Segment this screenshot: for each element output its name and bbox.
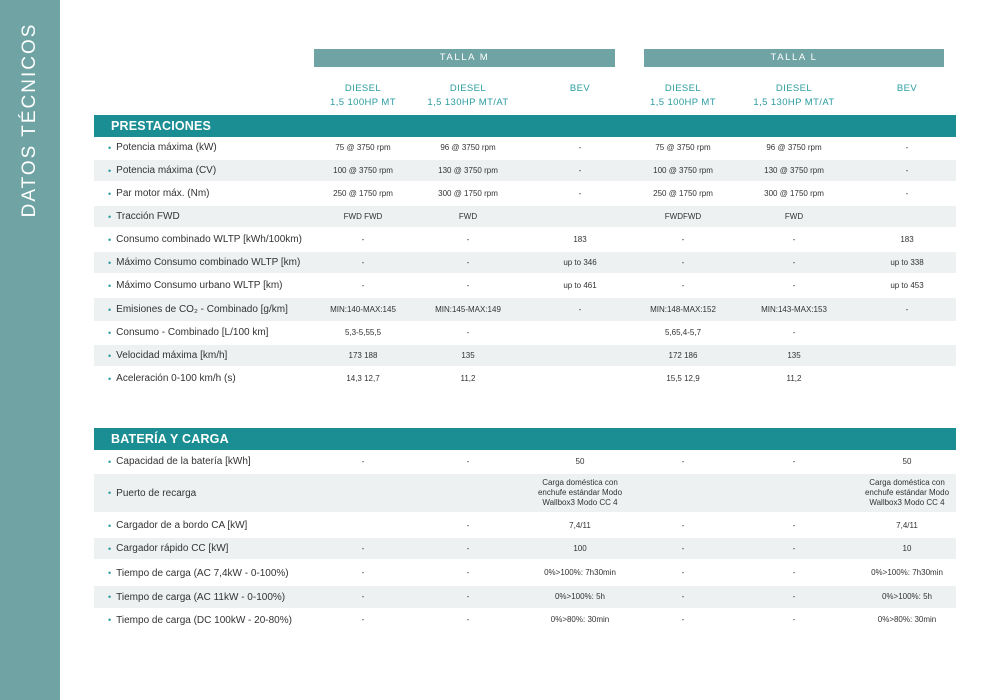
row-label-text: Puerto de recarga (116, 487, 197, 499)
table-cell: - (792, 592, 796, 601)
table-cell: 75 @ 3750 rpm (655, 142, 711, 152)
table-cell: - (361, 280, 365, 290)
table-row (94, 515, 956, 536)
table-cell: 100 (573, 543, 587, 553)
row-label (108, 586, 285, 608)
column-header (303, 82, 423, 110)
row-label (108, 474, 196, 512)
table-cell: - (792, 280, 796, 290)
table-cell: 173 188 (348, 350, 378, 360)
table-cell: - (792, 456, 796, 466)
row-label (108, 451, 251, 472)
table-cell: 10 (902, 543, 912, 553)
row-label (108, 275, 283, 296)
table-cell (857, 345, 957, 366)
table-cell: - (466, 543, 470, 553)
column-header (734, 82, 854, 110)
column-header-type: BEV (569, 83, 591, 94)
row-label-text: Cargador de a bordo CA [kW] (116, 520, 248, 531)
row-label (108, 322, 268, 343)
section-prestaciones: PRESTACIONES (94, 115, 956, 137)
table-cell: 300 @ 1750 rpm (438, 188, 498, 198)
table-cell: up to 338 (890, 257, 924, 267)
table-cell: - (681, 568, 685, 577)
table-cell (633, 474, 733, 512)
table-cell: 75 @ 3750 rpm (335, 142, 391, 152)
table-cell: - (681, 280, 685, 290)
row-label-text: Tiempo de carga (DC 100kW - 20-80%) (116, 614, 292, 626)
table-cell: up to 461 (563, 280, 597, 290)
table-row (94, 137, 956, 158)
row-label (108, 562, 289, 584)
table-cell: 11,2 (786, 373, 802, 383)
table-cell: 130 @ 3750 rpm (438, 165, 498, 175)
column-header-engine: 1,5 130HP MT/AT (753, 97, 835, 108)
table-cell: - (466, 257, 470, 267)
column-header (623, 82, 743, 110)
column-header-engine: 1,5 130HP MT/AT (427, 97, 509, 108)
table-cell: 5,3-5,55,5 (344, 327, 382, 337)
column-header (520, 82, 640, 96)
row-label (108, 160, 216, 181)
bullet-icon: • (108, 373, 112, 384)
bullet-icon: • (108, 568, 112, 578)
table-row (94, 206, 956, 227)
row-label-text: Emisiones de CO₂ - Combinado [g/km] (116, 304, 288, 315)
table-cell: - (681, 234, 685, 244)
table-cell: - (792, 234, 796, 244)
table-cell: - (792, 257, 796, 267)
table-cell: 250 @ 1750 rpm (653, 188, 713, 198)
row-label-text: Máximo Consumo urbano WLTP [km) (116, 280, 283, 291)
bullet-icon: • (108, 165, 112, 176)
table-row (94, 275, 956, 296)
column-header-engine: 1,5 100HP MT (650, 97, 716, 108)
table-cell: FWDFWD (664, 211, 702, 221)
column-header-engine: 1,5 100HP MT (330, 97, 396, 108)
group-header-talla-m: TALLA M (314, 49, 615, 67)
table-cell: - (905, 165, 909, 175)
table-cell: - (578, 188, 582, 198)
table-cell: - (681, 592, 685, 601)
table-cell (530, 368, 630, 389)
row-label (108, 345, 227, 366)
table-cell: - (466, 327, 470, 337)
sidebar-title: DATOS TÉCNICOS (19, 22, 40, 218)
table-cell: 14,3 12,7 (346, 373, 380, 383)
table-cell: 7,4/11 (896, 520, 918, 530)
bullet-icon: • (108, 257, 112, 268)
table-cell: 15,5 12,9 (666, 373, 700, 383)
row-label-text: Tiempo de carga (AC 11kW - 0-100%) (116, 591, 286, 603)
table-cell: 100 @ 3750 rpm (653, 165, 713, 175)
row-label (108, 298, 288, 321)
table-cell: - (681, 257, 685, 267)
table-cell: Carga doméstica con enchufe estándar Modo Wallbox3 Modo CC 4 (864, 478, 950, 507)
table-row (94, 474, 956, 512)
bullet-icon: • (108, 327, 112, 338)
table-cell: MIN:145-MAX:149 (435, 304, 501, 314)
table-cell: - (361, 568, 365, 577)
row-label (108, 229, 302, 250)
table-cell: 5,65,4-5,7 (664, 327, 702, 337)
bullet-icon: • (108, 142, 112, 153)
group-header-talla-l: TALLA L (644, 49, 944, 67)
table-cell: up to 346 (563, 257, 597, 267)
table-cell: - (578, 165, 582, 175)
row-label-text: Potencia máxima (CV) (116, 165, 217, 176)
table-cell: - (681, 615, 685, 624)
bullet-icon: • (108, 488, 112, 498)
table-cell: 172 186 (668, 350, 698, 360)
row-label-text: Potencia máxima (kW) (116, 142, 217, 153)
table-cell: - (466, 615, 470, 624)
table-cell (418, 474, 518, 512)
table-row (94, 586, 956, 608)
table-cell: - (361, 234, 365, 244)
table-cell (857, 206, 957, 227)
table-cell: - (792, 327, 796, 337)
row-label (108, 252, 300, 273)
table-cell: 0%>100%: 7h30min (544, 568, 616, 577)
table-cell: - (681, 543, 685, 553)
table-cell: up to 453 (890, 280, 924, 290)
table-cell: 0%>100%: 5h (881, 592, 933, 601)
table-cell: - (361, 543, 365, 553)
bullet-icon: • (108, 520, 112, 531)
table-cell: - (681, 456, 685, 466)
table-row (94, 183, 956, 204)
table-cell: 130 @ 3750 rpm (764, 165, 824, 175)
table-cell: - (361, 257, 365, 267)
table-cell: MIN:140-MAX:145 (330, 304, 396, 314)
bullet-icon: • (108, 280, 112, 291)
table-cell: 11,2 (460, 373, 476, 383)
table-cell: - (905, 188, 909, 198)
table-cell: - (466, 592, 470, 601)
row-label-text: Velocidad máxima [km/h] (116, 350, 228, 361)
table-cell: - (466, 520, 470, 530)
table-cell: - (466, 456, 470, 466)
table-cell: - (681, 520, 685, 530)
row-label-text: Capacidad de la batería [kWh] (116, 456, 251, 467)
table-cell (530, 345, 630, 366)
table-cell: 0%>80%: 30min (877, 615, 937, 624)
row-label-text: Par motor máx. (Nm) (116, 188, 210, 199)
row-label (108, 206, 180, 227)
table-row (94, 252, 956, 273)
table-cell: 7,4/11 (569, 520, 591, 530)
table-row (94, 451, 956, 472)
table-cell: - (361, 456, 365, 466)
table-cell: - (361, 615, 365, 624)
column-header-type: DIESEL (664, 83, 702, 94)
table-cell: - (361, 592, 365, 601)
row-label-text: Máximo Consumo combinado WLTP [km) (116, 257, 301, 268)
column-header-type: DIESEL (344, 83, 382, 94)
table-row (94, 322, 956, 343)
sidebar (0, 0, 60, 700)
row-label-text: Tracción FWD (116, 211, 180, 222)
bullet-icon: • (108, 543, 112, 554)
row-label (108, 368, 236, 389)
table-cell: MIN:148-MAX:152 (650, 304, 716, 314)
row-label (108, 515, 247, 536)
table-cell: - (792, 543, 796, 553)
table-cell (857, 322, 957, 343)
table-cell: - (578, 142, 582, 152)
column-header-type: DIESEL (449, 83, 487, 94)
table-row (94, 298, 956, 321)
bullet-icon: • (108, 211, 112, 222)
row-label (108, 609, 292, 631)
table-cell: 96 @ 3750 rpm (440, 142, 496, 152)
row-label-text: Cargador rápido CC [kW] (116, 543, 229, 554)
table-cell: 250 @ 1750 rpm (333, 188, 393, 198)
table-cell: 0%>100%: 7h30min (871, 568, 943, 577)
table-cell (530, 206, 630, 227)
row-label (108, 538, 228, 559)
table-row (94, 609, 956, 631)
row-label-text: Tiempo de carga (AC 7,4kW - 0-100%) (116, 567, 289, 579)
table-cell: 135 (787, 350, 801, 360)
table-cell: - (792, 520, 796, 530)
bullet-icon: • (108, 188, 112, 199)
table-cell: Carga doméstica con enchufe estándar Modo Wallbox3 Modo CC 4 (537, 478, 623, 507)
table-cell: - (578, 304, 582, 314)
table-cell (744, 474, 844, 512)
table-cell: FWD FWD (343, 211, 383, 221)
column-header (408, 82, 528, 110)
table-cell (313, 515, 413, 536)
table-row (94, 368, 956, 389)
table-cell: - (905, 142, 909, 152)
table-cell: 50 (902, 456, 912, 466)
table-cell (313, 474, 413, 512)
table-cell: 183 (900, 234, 914, 244)
table-row (94, 538, 956, 559)
table-row (94, 345, 956, 366)
bullet-icon: • (108, 615, 112, 625)
table-cell (857, 368, 957, 389)
table-cell: - (466, 234, 470, 244)
table-row (94, 160, 956, 181)
row-label (108, 137, 217, 158)
table-cell: - (466, 280, 470, 290)
bullet-icon: • (108, 592, 112, 602)
bullet-icon: • (108, 350, 112, 361)
table-cell: 183 (573, 234, 587, 244)
table-cell: - (466, 568, 470, 577)
bullet-icon: • (108, 304, 112, 315)
column-header-type: DIESEL (775, 83, 813, 94)
table-cell: MIN:143-MAX:153 (761, 304, 827, 314)
section-bateria: BATERÍA Y CARGA (94, 428, 956, 450)
table-cell: 100 @ 3750 rpm (333, 165, 393, 175)
row-label-text: Aceleración 0-100 km/h (s) (116, 373, 236, 384)
table-cell: 96 @ 3750 rpm (766, 142, 822, 152)
column-header-type: BEV (896, 83, 918, 94)
table-cell: FWD (784, 211, 804, 221)
bullet-icon: • (108, 456, 112, 467)
table-cell: - (905, 304, 909, 314)
column-header (847, 82, 967, 96)
row-label (108, 183, 210, 204)
table-cell: 0%>100%: 5h (554, 592, 606, 601)
row-label-text: Consumo - Combinado [L/100 km] (116, 327, 269, 338)
table-cell: 50 (575, 456, 585, 466)
table-cell: FWD (458, 211, 478, 221)
row-label-text: Consumo combinado WLTP [kWh/100km) (116, 234, 302, 245)
table-row (94, 562, 956, 584)
bullet-icon: • (108, 234, 112, 245)
table-cell: 300 @ 1750 rpm (764, 188, 824, 198)
table-cell: 0%>80%: 30min (550, 615, 610, 624)
table-cell: 135 (461, 350, 475, 360)
table-cell: - (792, 615, 796, 624)
table-cell: - (792, 568, 796, 577)
table-row (94, 229, 956, 250)
table-cell (530, 322, 630, 343)
